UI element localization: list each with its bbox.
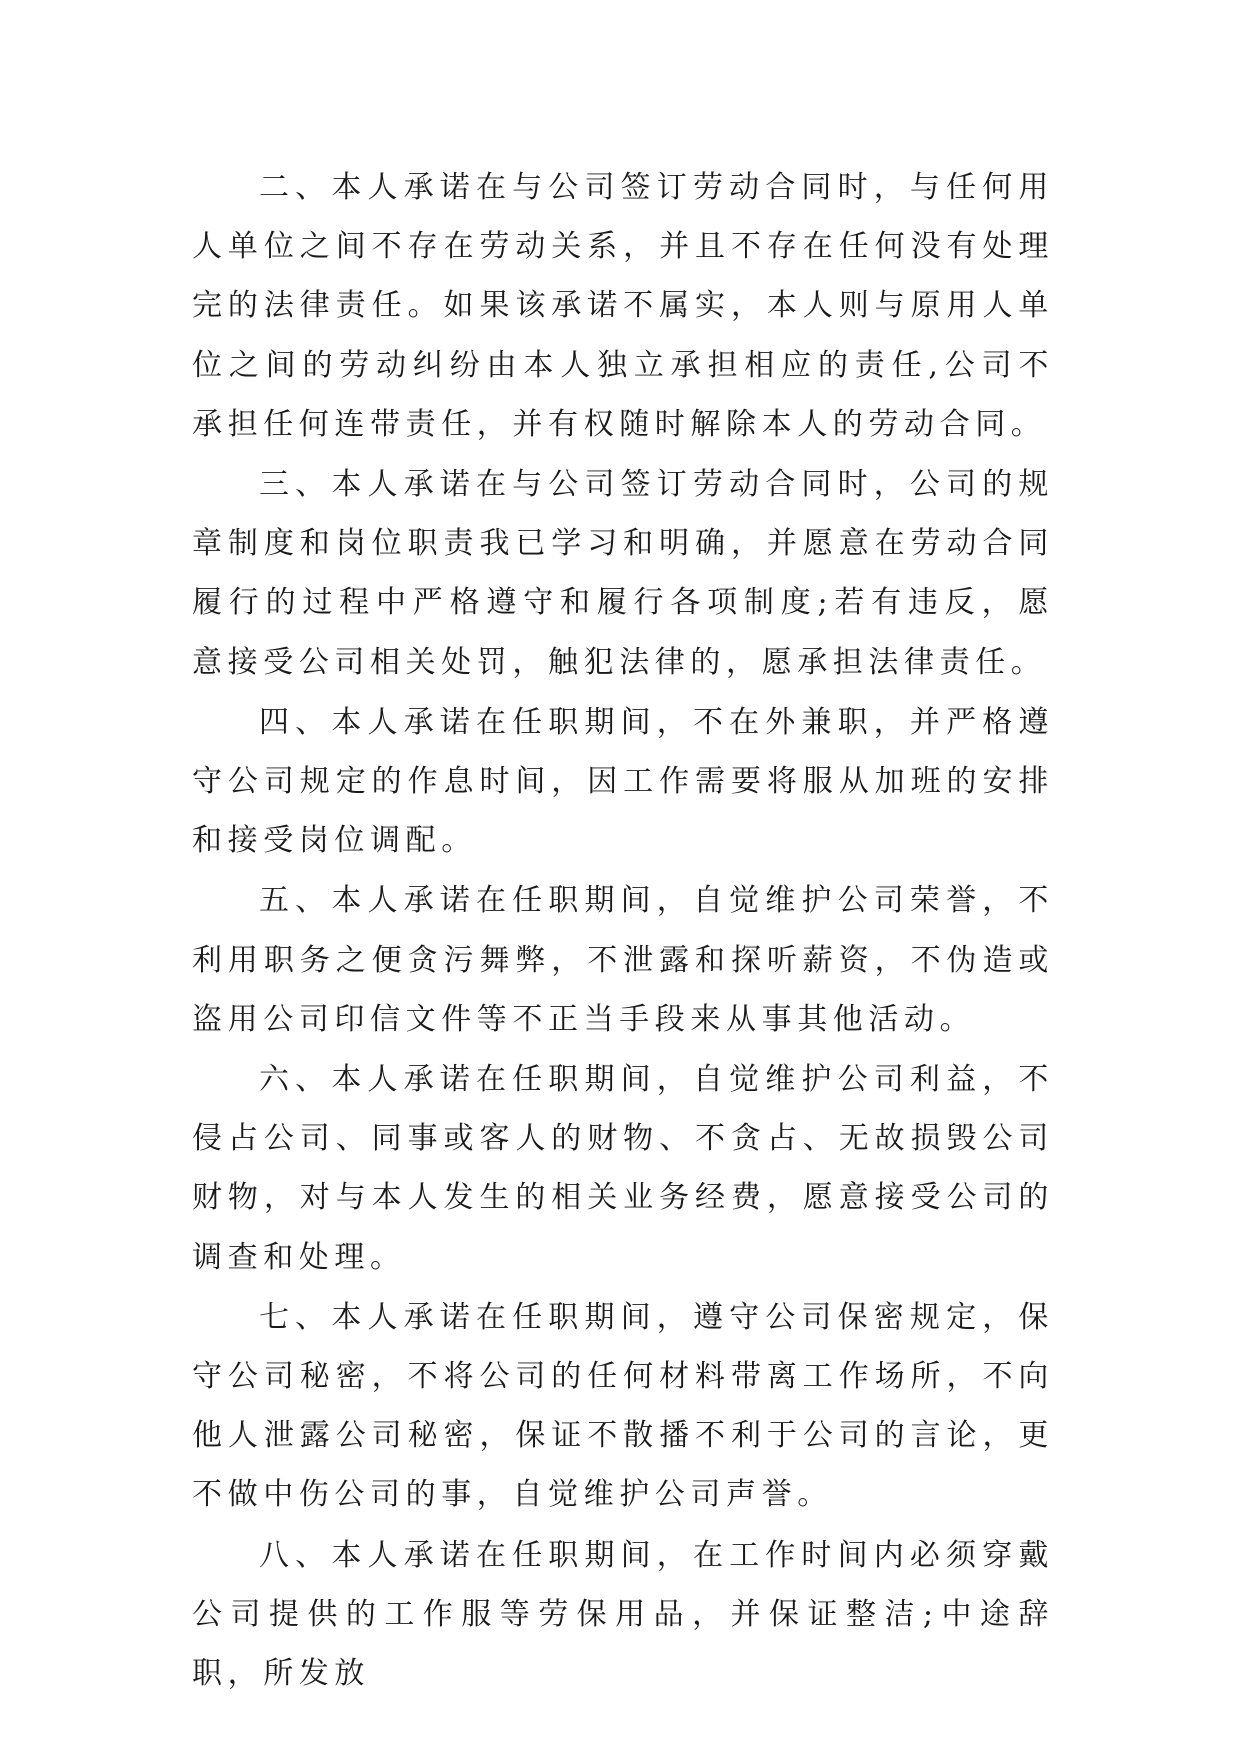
clause-4-paragraph: 四、本人承诺在任职期间，不在外兼职，并严格遵守公司规定的作息时间，因工作需要将服从加班的安排和接受岗位调配。: [192, 704, 1054, 859]
document-body: [192, 158, 1054, 1704]
clause-7-paragraph: 七、本人承诺在任职期间，遵守公司保密规定，保守公司秘密，不将公司的任何材料带离工作场所，不向他人泄露公司秘密，保证不散播不利于公司的言论，更不做中伤公司的事，自觉维护公司声誉。: [192, 1299, 1054, 1513]
clause-6-paragraph: 六、本人承诺在任职期间，自觉维护公司利益，不侵占公司、同事或客人的财物、不贪占、无故损毁公司财物，对与本人发生的相关业务经费，愿意接受公司的调查和处理。: [192, 1062, 1054, 1275]
clause-2-paragraph: 二、本人承诺在与公司签订劳动合同时，与任何用人单位之间不存在劳动关系，并且不存在任何没有处理完的法律责任。如果该承诺不属实，本人则与原用人单位之间的劳动纠纷由本人独立承担相应的责任,公司不承担任何连带责任，并有权随时解除本人的劳动合同。: [192, 170, 1054, 442]
clause-3-paragraph: 三、本人承诺在与公司签订劳动合同时，公司的规章制度和岗位职责我已学习和明确，并愿意在劳动合同履行的过程中严格遵守和履行各项制度;若有违反，愿意接受公司相关处罚，触犯法律的，愿承担法律责任。: [192, 467, 1054, 680]
clause-5-paragraph: 五、本人承诺在任职期间，自觉维护公司荣誉，不利用职务之便贪污舞弊，不泄露和探听薪资，不伪造或盗用公司印信文件等不正当手段来从事其他活动。: [192, 883, 1054, 1037]
clause-8-paragraph: 八、本人承诺在任职期间，在工作时间内必须穿戴公司提供的工作服等劳保用品，并保证整洁;中途辞职，所发放: [192, 1537, 1054, 1692]
